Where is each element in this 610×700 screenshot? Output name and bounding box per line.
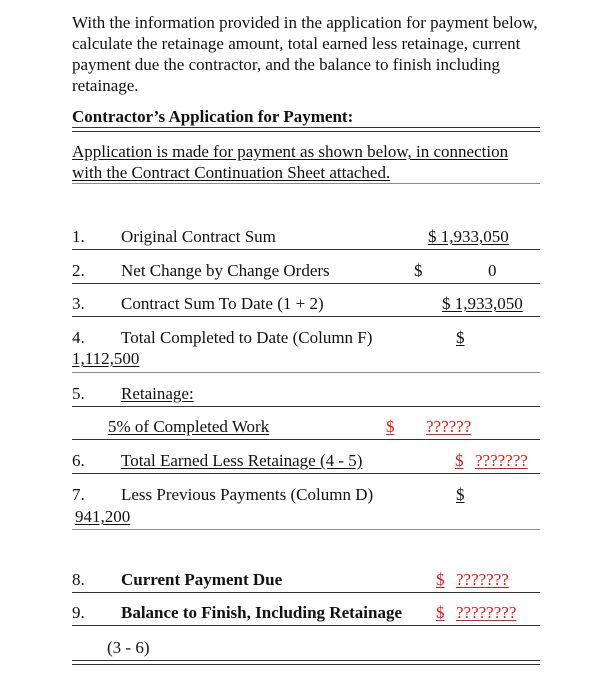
retainage-value: ?????? (426, 417, 472, 436)
row-4-value: 1,112,500 (72, 349, 140, 368)
row-8-number: 8. (72, 570, 85, 589)
row-7-currency: $ (456, 485, 465, 504)
retainage-label: 5% of Completed Work (108, 417, 270, 436)
row-7-rule (72, 529, 540, 530)
row-9-label: Balance to Finish, Including Retainage (121, 603, 403, 622)
row-5-rule (72, 406, 540, 407)
retainage-rule (72, 439, 540, 440)
row-2-currency: $ (414, 261, 423, 280)
row-4-currency: $ (456, 328, 465, 347)
heading-rule-2 (72, 131, 540, 132)
row-3-value: $ 1,933,050 (442, 294, 523, 313)
bottom-rule (72, 660, 540, 661)
row-9-number: 9. (72, 603, 85, 622)
row-9-note: (3 - 6) (107, 638, 150, 657)
row-2-rule (72, 283, 540, 284)
row-6-currency: $ (455, 451, 464, 470)
row-4-number: 4. (72, 328, 85, 347)
note-rule (72, 183, 540, 184)
row-1-number: 1. (72, 227, 85, 246)
application-note: Application is made for payment as shown below, in connection with the Contract Continuation Sheet attached. (72, 142, 509, 182)
row-7-number: 7. (72, 485, 85, 504)
row-8-label: Current Payment Due (121, 570, 283, 589)
row-7-label: Less Previous Payments (Column D) (121, 485, 374, 504)
section-heading: Contractor’s Application for Payment: (72, 107, 354, 126)
intro-paragraph: With the information provided in the application for payment below, calculate the retainage amount, total earned less retainage, current payment due the contractor, and the balance to finish including retainage. (72, 13, 538, 95)
row-3-rule (72, 316, 540, 317)
row-5-number: 5. (72, 384, 85, 403)
row-6-value: ??????? (475, 451, 528, 470)
row-3-label: Contract Sum To Date (1 + 2) (121, 294, 324, 313)
row-2-number: 2. (72, 261, 85, 280)
heading-rule (72, 127, 540, 128)
row-8-value: ??????? (456, 570, 509, 589)
row-9-value: ???????? (456, 603, 517, 622)
row-1-value: $ 1,933,050 (428, 227, 509, 246)
row-1-rule (72, 249, 540, 250)
row-9-currency: $ (436, 603, 445, 622)
row-5-label: Retainage: (121, 384, 194, 403)
row-2-label: Net Change by Change Orders (121, 261, 330, 280)
bottom-rule-2 (72, 664, 540, 665)
row-4-rule (72, 372, 540, 373)
row-3-number: 3. (72, 294, 85, 313)
row-1-label: Original Contract Sum (121, 227, 276, 246)
row-7-value: 941,200 (75, 507, 131, 526)
row-8-currency: $ (436, 570, 445, 589)
row-6-label: Total Earned Less Retainage (4 - 5) (121, 451, 363, 470)
row-6-rule (72, 473, 540, 474)
row-8-rule (72, 592, 540, 593)
row-4-label: Total Completed to Date (Column F) (121, 328, 373, 347)
retainage-currency: $ (386, 417, 395, 436)
row-2-value: 0 (488, 261, 497, 280)
row-6-number: 6. (72, 451, 85, 470)
row-9-rule (72, 625, 540, 626)
